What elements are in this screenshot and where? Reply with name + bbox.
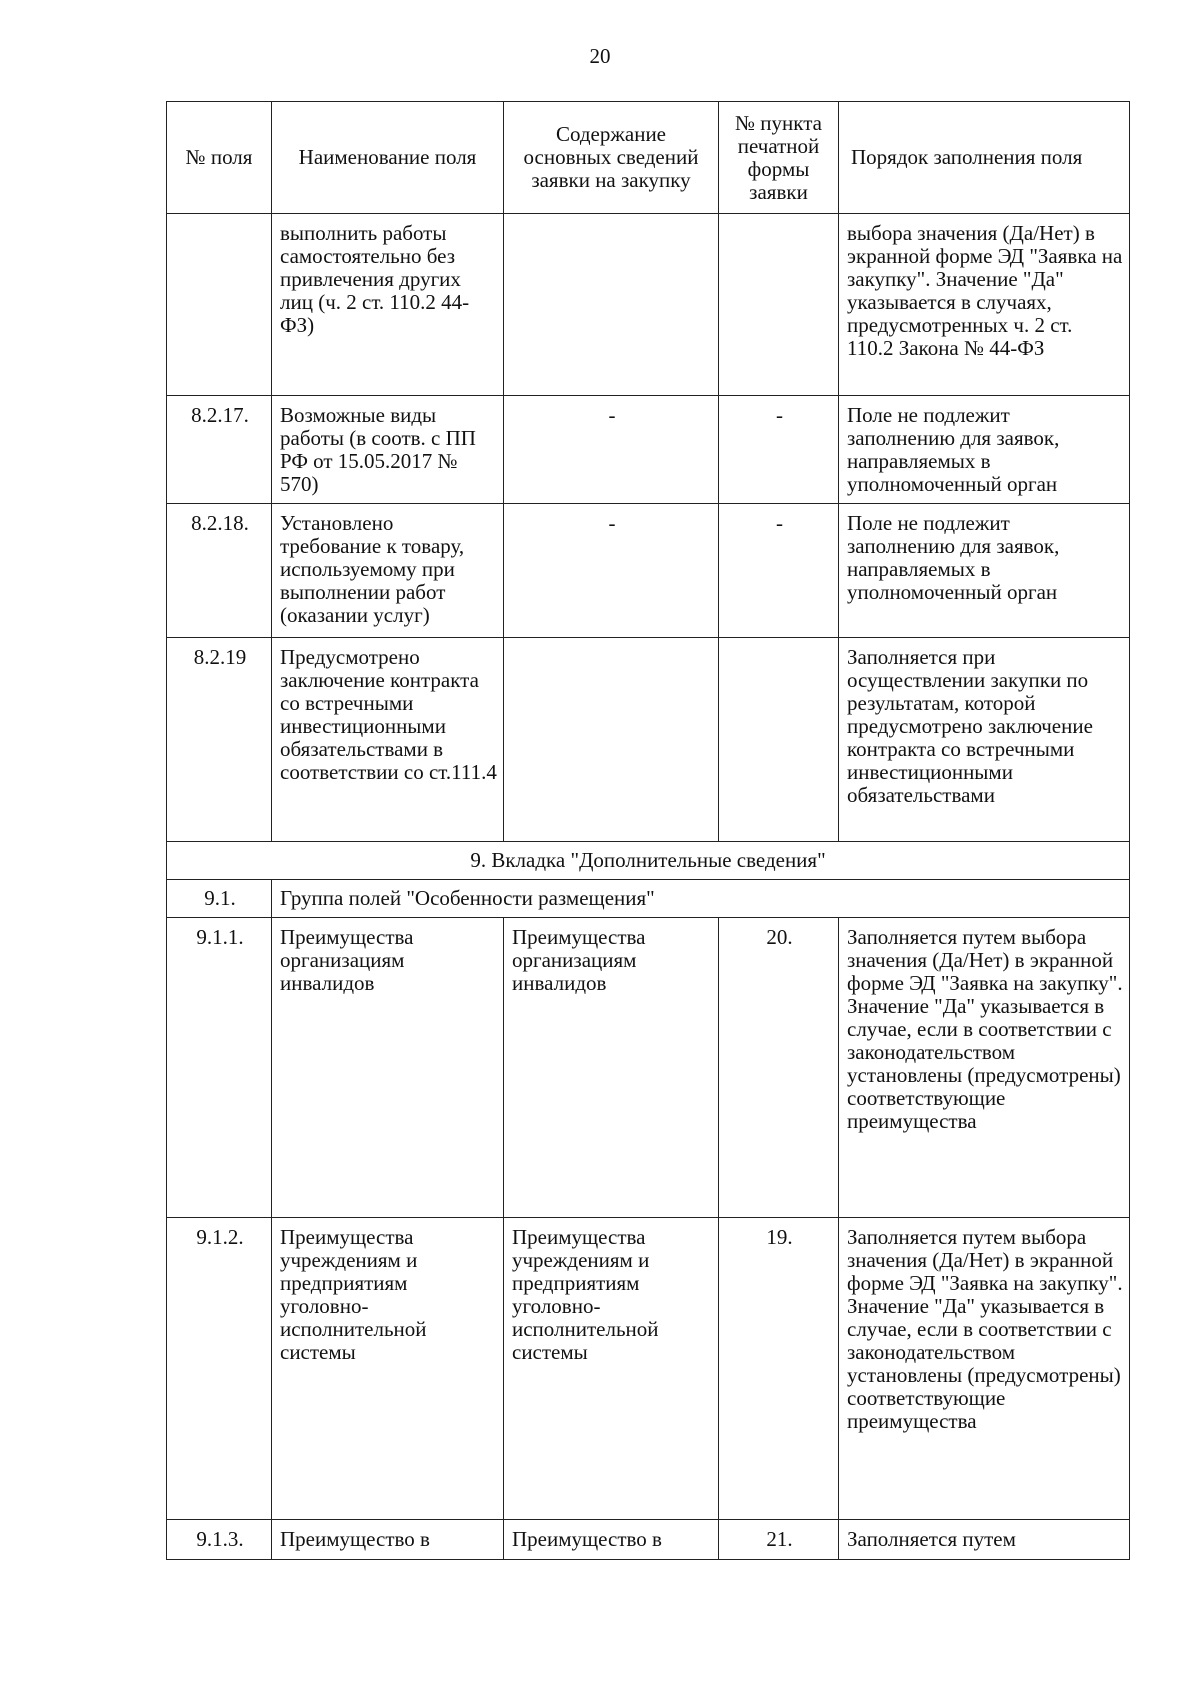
field-number — [167, 214, 272, 396]
table-row — [167, 396, 1130, 504]
field-form-item: - — [719, 504, 839, 638]
field-content: - — [504, 504, 719, 638]
field-number: 8.2.17. — [167, 396, 272, 504]
field-number: 8.2.19 — [167, 638, 272, 842]
field-content: - — [504, 396, 719, 504]
header-fill-order: Порядок заполнения поля — [839, 102, 1130, 214]
field-form-item: 21. — [719, 1520, 839, 1560]
field-fill-order: Заполняется путем — [839, 1520, 1130, 1560]
field-number: 9.1.3. — [167, 1520, 272, 1560]
section-row — [167, 842, 1130, 880]
field-name: Преимущества учреждениям и предприятиям уголовно-исполнительной системы — [272, 1218, 504, 1520]
header-field-name: Наименование поля — [272, 102, 504, 214]
field-number: 9.1.1. — [167, 918, 272, 1218]
field-form-item: 19. — [719, 1218, 839, 1520]
field-form-item: - — [719, 396, 839, 504]
group-number: 9.1. — [167, 880, 272, 918]
field-fill-order: Поле не подлежит заполнению для заявок, направляемых в уполномоченный орган — [839, 396, 1130, 504]
field-form-item — [719, 214, 839, 396]
field-name: Установлено требование к товару, используемому при выполнении работ (оказании услуг) — [272, 504, 504, 638]
group-row — [167, 880, 1130, 918]
field-form-item: 20. — [719, 918, 839, 1218]
field-content: Преимущества учреждениям и предприятиям уголовно-исполнительной системы — [504, 1218, 719, 1520]
table-row — [167, 638, 1130, 842]
field-content: Преимущество в — [504, 1520, 719, 1560]
field-name: Преимущество в — [272, 1520, 504, 1560]
table-header-row — [167, 102, 1130, 214]
section-title: 9. Вкладка "Дополнительные сведения" — [167, 842, 1130, 880]
table-row — [167, 1218, 1130, 1520]
header-main-content: Содержание основных сведений заявки на закупку — [504, 102, 719, 214]
field-content — [504, 214, 719, 396]
field-name: Предусмотрено заключение контракта со встречными инвестиционными обязательствами в соответствии со ст.111.4 — [272, 638, 504, 842]
group-title: Группа полей "Особенности размещения" — [272, 880, 1130, 918]
table-row — [167, 214, 1130, 396]
field-name: выполнить работы самостоятельно без привлечения других лиц (ч. 2 ст. 110.2 44-ФЗ) — [272, 214, 504, 396]
field-fill-order: Поле не подлежит заполнению для заявок, направляемых в уполномоченный орган — [839, 504, 1130, 638]
field-spec-table — [166, 101, 1130, 1560]
field-name: Возможные виды работы (в соотв. с ПП РФ от 15.05.2017 № 570) — [272, 396, 504, 504]
header-field-number: № поля — [167, 102, 272, 214]
field-fill-order: Заполняется при осуществлении закупки по результатам, которой предусмотрено заключение контракта со встречными инвестиционными обязательствами — [839, 638, 1130, 842]
table-row — [167, 1520, 1130, 1560]
field-content: Преимущества организациям инвалидов — [504, 918, 719, 1218]
table-row — [167, 918, 1130, 1218]
field-fill-order: выбора значения (Да/Нет) в экранной форме ЭД "Заявка на закупку". Значение "Да" указывается в случаях, предусмотренных ч. 2 ст. 110.2 Закона № 44-ФЗ — [839, 214, 1130, 396]
page-number: 20 — [589, 44, 611, 68]
field-content — [504, 638, 719, 842]
field-name: Преимущества организациям инвалидов — [272, 918, 504, 1218]
field-number: 9.1.2. — [167, 1218, 272, 1520]
header-form-item: № пункта печатной формы заявки — [719, 102, 839, 214]
table-row — [167, 504, 1130, 638]
field-fill-order: Заполняется путем выбора значения (Да/Нет) в экранной форме ЭД "Заявка на закупку". Значение "Да" указывается в случае, если в соответствии с законодательством установлены (предусмотрены) соответствующие преимущества — [839, 918, 1130, 1218]
field-form-item — [719, 638, 839, 842]
field-fill-order: Заполняется путем выбора значения (Да/Нет) в экранной форме ЭД "Заявка на закупку". Значение "Да" указывается в случае, если в соответствии с законодательством установлены (предусмотрены) соответствующие преимущества — [839, 1218, 1130, 1520]
field-number: 8.2.18. — [167, 504, 272, 638]
